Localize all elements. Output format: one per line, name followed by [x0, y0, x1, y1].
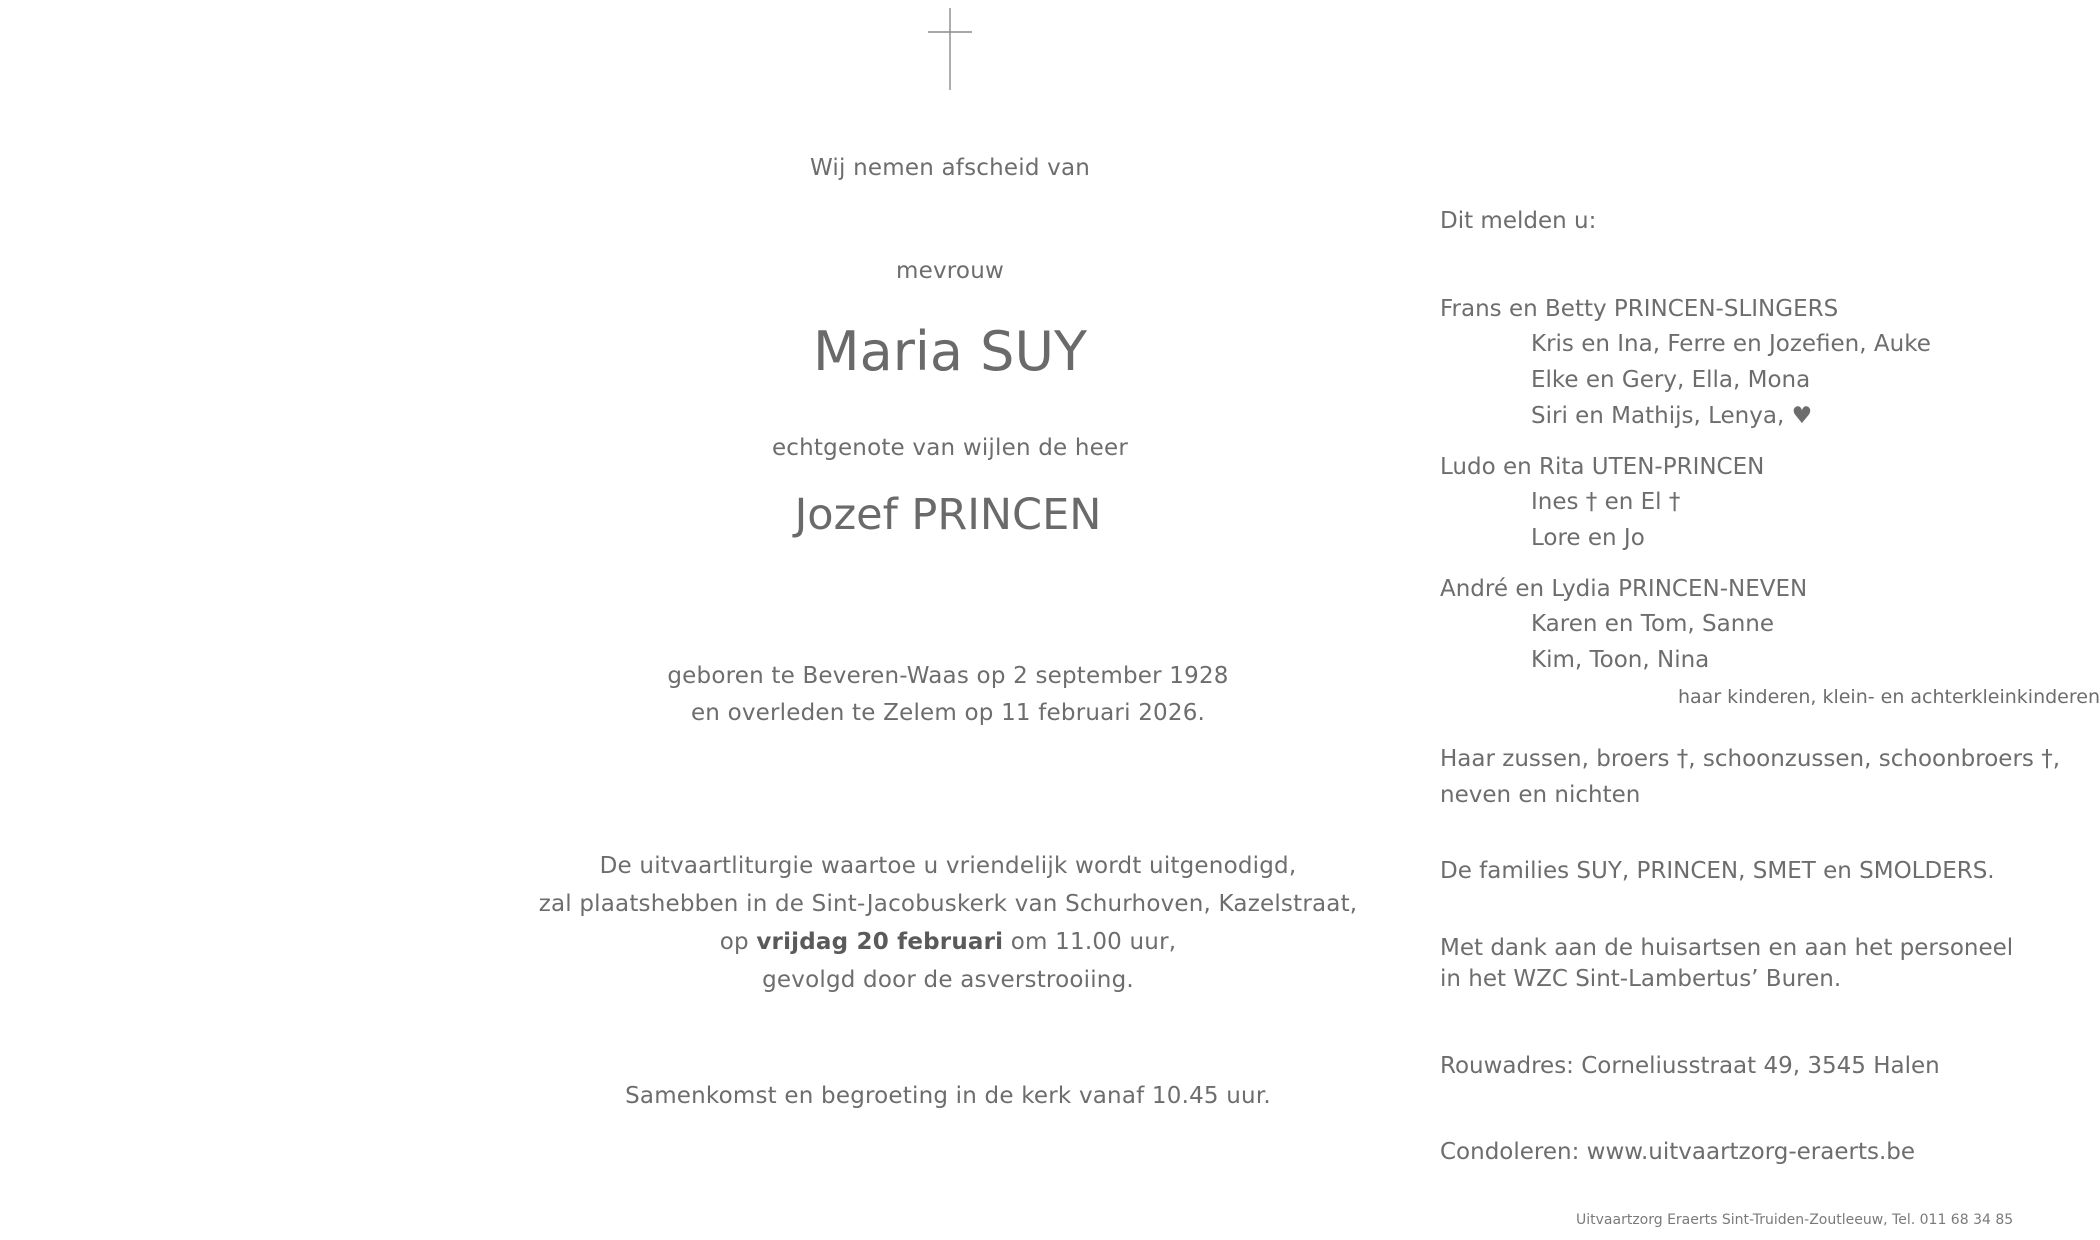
relation-text: echtgenote van wijlen de heer [771, 435, 1129, 461]
address-text: Rouwadres: Corneliusstraat 49, 3545 Halen [1440, 1053, 1940, 1079]
family-3-kid: Karen en Tom, Sanne [1531, 611, 1775, 637]
spouse-name: Jozef PRINCEN [794, 490, 1102, 540]
liturgy-line-3-post: om 11.00 uur, [1010, 929, 1177, 955]
family-3-kid: Kim, Toon, Nina [1531, 647, 1710, 673]
announcement-header: Dit melden u: [1440, 208, 1597, 234]
families-text: De families SUY, PRINCEN, SMET en SMOLDERS. [1440, 858, 1995, 884]
siblings-line-1: Haar zussen, broers †, schoonzussen, schoonbroers †, [1440, 746, 2061, 772]
footer-text: Uitvaartzorg Eraerts Sint-Truiden-Zoutleeuw, Tel. 011 68 34 85 [1576, 1212, 2014, 1228]
deceased-name: Maria SUY [813, 320, 1087, 383]
family-3-name: André en Lydia PRINCEN-NEVEN [1440, 576, 1808, 602]
family-1-kid: Siri en Mathijs, Lenya, ♥ [1531, 403, 1813, 429]
kids-note: haar kinderen, klein- en achterkleinkinderen [1678, 686, 2100, 708]
liturgy-line-4: gevolgd door de asverstrooiing. [762, 967, 1134, 993]
salutation: mevrouw [896, 258, 1004, 284]
liturgy-line-3 [720, 929, 1176, 955]
born-text: geboren te Beveren-Waas op 2 september 1928 [667, 663, 1229, 689]
thanks-line-2: in het WZC Sint-Lambertus’ Buren. [1440, 966, 1842, 992]
liturgy-line-1: De uitvaartliturgie waartoe u vriendelijk wordt uitgenodigd, [599, 853, 1297, 879]
liturgy-date: vrijdag 20 februari [756, 929, 1004, 955]
family-2-kid: Ines † en El † [1531, 489, 1681, 515]
condolences-text: Condoleren: www.uitvaartzorg-eraerts.be [1440, 1139, 1916, 1165]
thanks-line-1: Met dank aan de huisartsen en aan het personeel [1440, 935, 2014, 961]
family-2-name: Ludo en Rita UTEN-PRINCEN [1440, 454, 1765, 480]
family-1-kid: Kris en Ina, Ferre en Jozefien, Auke [1531, 331, 1931, 357]
siblings-line-2: neven en nichten [1440, 782, 1641, 808]
died-text: en overleden te Zelem op 11 februari 2026. [690, 700, 1206, 726]
liturgy-line-2: zal plaatshebben in de Sint-Jacobuskerk van Schurhoven, Kazelstraat, [538, 891, 1358, 917]
intro-text: Wij nemen afscheid van [809, 155, 1091, 181]
gathering-text: Samenkomst en begroeting in de kerk vanaf 10.45 uur. [625, 1083, 1271, 1109]
family-1-kid: Elke en Gery, Ella, Mona [1531, 367, 1811, 393]
family-2-kid: Lore en Jo [1531, 525, 1645, 551]
family-1-name: Frans en Betty PRINCEN-SLINGERS [1440, 296, 1839, 322]
cross-icon [928, 8, 972, 90]
liturgy-line-3-pre: op [719, 929, 749, 955]
